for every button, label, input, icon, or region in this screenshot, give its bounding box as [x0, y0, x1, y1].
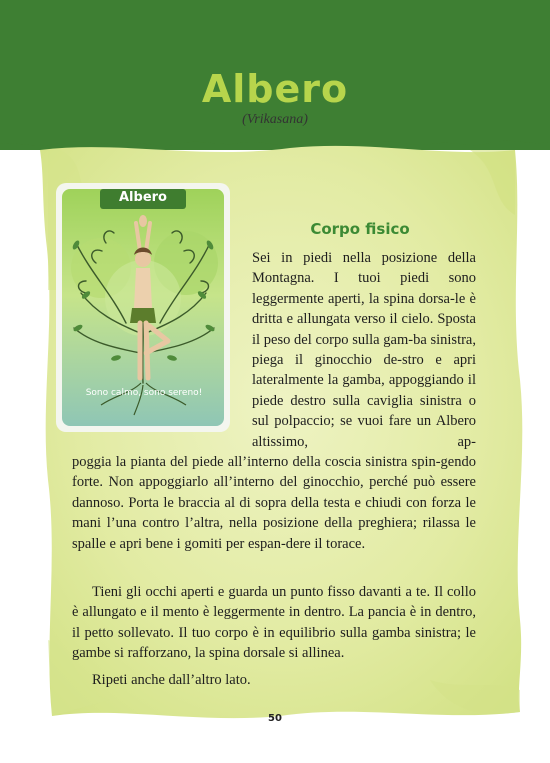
page-title: Albero: [201, 67, 349, 111]
section-heading: Corpo fisico: [310, 220, 410, 238]
card-title: Albero: [119, 190, 167, 205]
card-caption: Sono calmo, sono sereno!: [85, 388, 203, 398]
paragraph-intro-continued: poggia la pianta del piede all’interno della coscia sinistra spin-gendo forte. Non appoggiarlo all’interno del ginocchio, perché può essere dannoso. Porta le braccia al di sopra della testa e chiudi con forza le mani l’una contro l’altra, nella posizione della preghiera; rilassa le spalle e apri bene i gomiti per espan-dere il torace.: [72, 454, 476, 552]
paragraph-repeat: Ripeti anche dall’altro lato.: [92, 672, 251, 688]
paragraph-intro-wrapped: Sei in piedi nella posizione della Montagna. I tuoi piedi sono leggermente aperti, la spina dorsa-le è dritta e allungata verso il cielo. Sposta il peso del corpo sulla gam-ba sinistra, piega il ginocchio de-stro e apri lateralmente la gamba, appoggiando il piede destro sulla caviglia sinistra o sul polpaccio; se vuoi fare un Albero altissimo, ap-: [252, 250, 476, 450]
page-subtitle: (Vrikasana): [242, 112, 308, 127]
page-number: 50: [268, 713, 282, 724]
paragraph-balance: Tieni gli occhi aperti e guarda un punto fisso davanti a te. Il collo è allungato e il mento è leggermente in dentro. La pancia è in dentro, il petto sollevato. Il tuo corpo è in equilibrio sulla gamba sinistra; le gambe si rafforzano, la spina dorsale si allinea.: [72, 584, 476, 662]
